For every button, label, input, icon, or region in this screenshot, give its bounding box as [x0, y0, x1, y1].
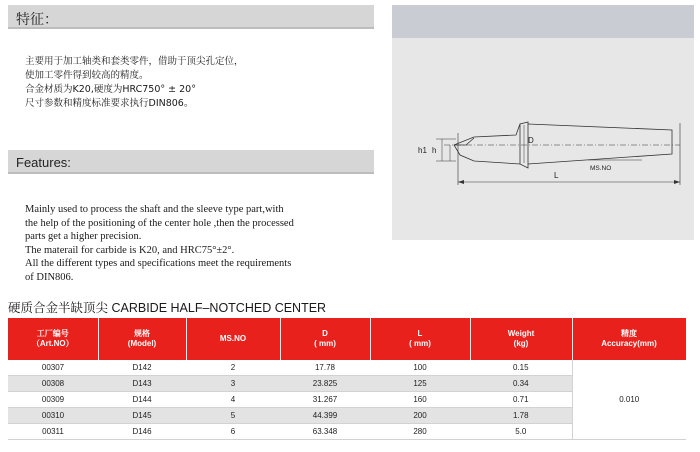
cell-d: 23.825	[280, 376, 370, 392]
col-header-main: L	[417, 329, 423, 338]
features-en-line: The materail for carbide is K20, and HRC75°±2°.	[25, 244, 235, 256]
features-cn-line: 合金材质为K20,硬度为HRC750° ± 20°	[25, 84, 196, 95]
table-header-row	[8, 318, 686, 360]
cell-model: D145	[98, 408, 186, 424]
col-header-ms	[186, 318, 280, 360]
features-cn-header	[8, 5, 374, 29]
cell-ms: 3	[186, 376, 280, 392]
technical-drawing-panel	[392, 5, 694, 240]
col-header-main: 精度	[621, 329, 637, 338]
d-label: D	[528, 136, 534, 145]
cell-l: 100	[370, 360, 470, 376]
col-header-model	[98, 318, 186, 360]
features-en-text	[25, 203, 370, 284]
h1-label: h1	[418, 146, 427, 155]
ms-label: MS.NO	[590, 165, 612, 172]
cell-art: 00311	[8, 424, 98, 440]
cell-model: D144	[98, 392, 186, 408]
col-header-sub: （Art.NO）	[31, 339, 74, 348]
cell-l: 200	[370, 408, 470, 424]
half-notched-center-drawing	[392, 5, 694, 240]
cell-d: 63.348	[280, 424, 370, 440]
cell-model: D143	[98, 376, 186, 392]
cell-weight: 1.78	[470, 408, 572, 424]
cell-d: 44.399	[280, 408, 370, 424]
l-arrow-right	[674, 180, 680, 184]
cell-art: 00307	[8, 360, 98, 376]
features-cn-line: 使加工零件得到较高的精度。	[25, 70, 149, 81]
cell-l: 280	[370, 424, 470, 440]
product-title: 硬质合金半缺顶尖 CARBIDE HALF–NOTCHED CENTER	[8, 301, 327, 315]
col-header-main: D	[322, 329, 328, 338]
cell-accuracy: 0.010	[572, 360, 686, 440]
col-header-main: 规格	[134, 329, 150, 338]
features-en-line: Mainly used to process the shaft and the sleeve type part,with	[25, 204, 284, 215]
cell-d: 31.267	[280, 392, 370, 408]
cell-ms: 6	[186, 424, 280, 440]
cell-weight: 0.71	[470, 392, 572, 408]
col-header-main: Weight	[507, 329, 535, 338]
col-header-main: MS.NO	[219, 334, 247, 343]
col-header-sub: (Model)	[127, 339, 157, 348]
cell-ms: 5	[186, 408, 280, 424]
cell-ms: 4	[186, 392, 280, 408]
col-header-weight	[470, 318, 572, 360]
cell-model: D146	[98, 424, 186, 440]
cell-l: 160	[370, 392, 470, 408]
features-en-heading: Features:	[16, 155, 71, 170]
col-header-sub: (kg)	[513, 339, 529, 348]
cell-weight: 5.0	[470, 424, 572, 440]
features-en-line: of DIN806.	[25, 271, 74, 283]
cell-d: 17.78	[280, 360, 370, 376]
cell-ms: 2	[186, 360, 280, 376]
features-cn-line: 主要用于加工轴类和套类零件，借助于顶尖孔定位，	[25, 56, 244, 67]
cell-art: 00308	[8, 376, 98, 392]
features-cn-heading: 特征：	[16, 11, 58, 27]
col-header-sub: Accuracy(mm)	[601, 339, 657, 348]
col-header-sub: ( mm)	[409, 339, 431, 348]
cell-art: 00309	[8, 392, 98, 408]
features-en-header	[8, 150, 374, 174]
spec-table	[8, 318, 687, 440]
col-header-main: 工厂编号	[36, 329, 69, 338]
cell-weight: 0.34	[470, 376, 572, 392]
cell-model: D142	[98, 360, 186, 376]
col-header-accuracy	[572, 318, 686, 360]
features-cn-line: 尺寸参数和精度标准要求执行DIN806。	[25, 98, 194, 109]
table-row	[8, 360, 686, 376]
col-header-art	[8, 318, 98, 360]
col-header-l	[370, 318, 470, 360]
l-arrow-left	[458, 180, 464, 184]
tool-taper-outline	[528, 124, 672, 164]
cell-art: 00310	[8, 408, 98, 424]
features-en-line: the help of the positioning of the center hole ,then the processed	[25, 217, 294, 229]
col-header-d	[280, 318, 370, 360]
features-cn-text	[25, 55, 365, 111]
col-header-sub: ( mm)	[314, 339, 336, 348]
cell-l: 125	[370, 376, 470, 392]
h-label: h	[432, 146, 437, 155]
cell-weight: 0.15	[470, 360, 572, 376]
l-label: L	[554, 171, 559, 180]
features-en-line: parts get a higher precision.	[25, 231, 142, 242]
features-en-line: All the different types and specifications meet the requirements	[25, 258, 292, 269]
